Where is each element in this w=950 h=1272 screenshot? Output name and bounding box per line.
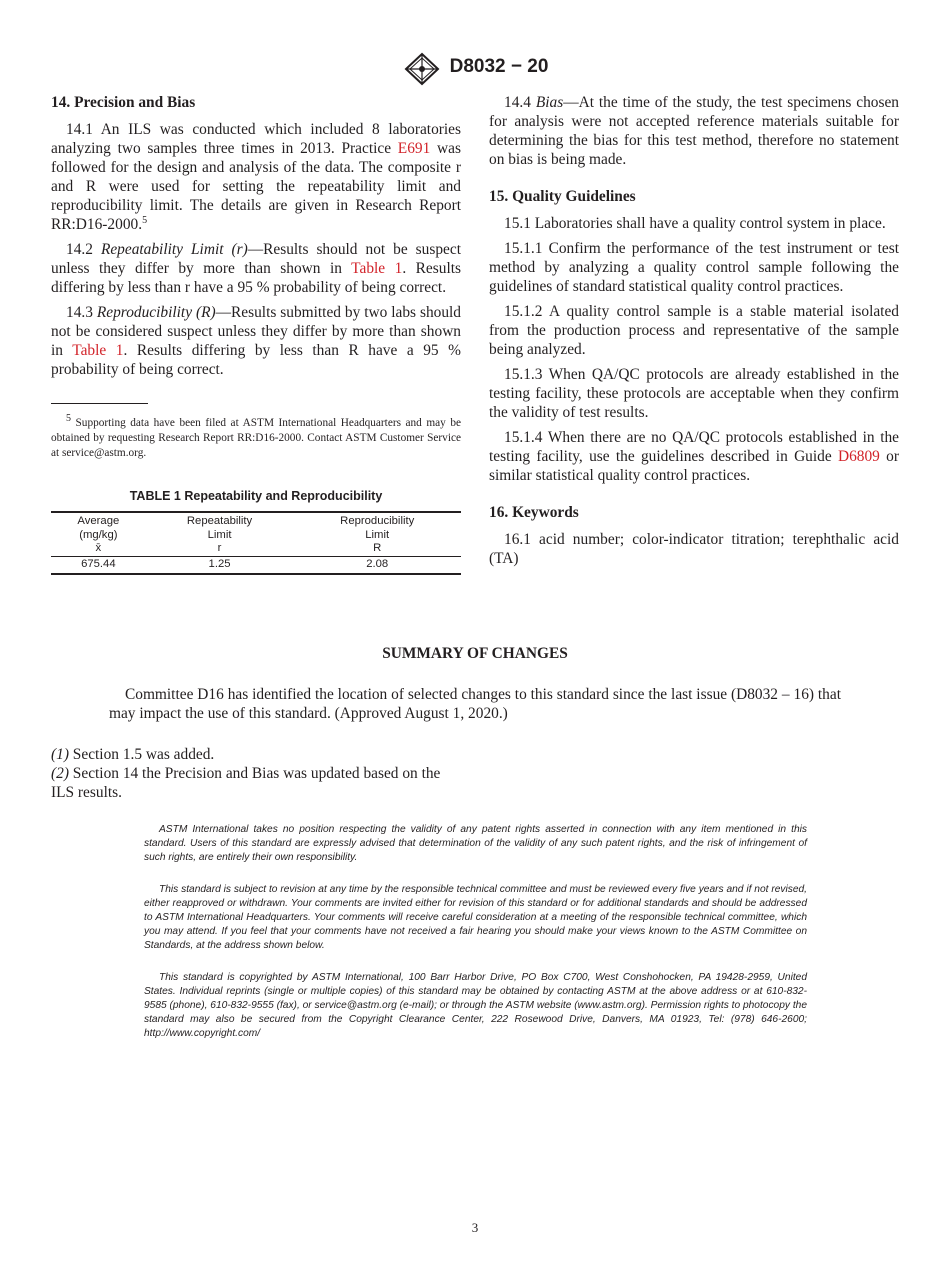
paragraph-15-1-1: 15.1.1 Confirm the performance of the test instrument or test method by analyzing a quality control sample following the guidelines of standard statistical quality control practices. bbox=[489, 240, 899, 295]
table-1-title: TABLE 1 Repeatability and Reproducibility bbox=[129, 489, 383, 503]
table-1 bbox=[51, 511, 461, 575]
link-table-1[interactable]: Table 1 bbox=[351, 260, 403, 277]
table-header-average: Average (mg/kg) x̄ bbox=[51, 512, 146, 556]
paragraph-15-1-3: 15.1.3 When QA/QC protocols are already established in the testing facility, these protocols are acceptable when they confirm the validity of test results. bbox=[489, 366, 899, 421]
astm-logo-icon bbox=[402, 52, 442, 86]
page-number: 3 bbox=[471, 1220, 479, 1235]
link-e691[interactable]: E691 bbox=[397, 140, 431, 157]
right-column bbox=[489, 93, 899, 574]
footnote-divider bbox=[51, 403, 148, 404]
paragraph-14-3: 14.3 Reproducibility (R)—Results submitted by two labs should not be considered suspect unless they differ by more than shown in Table 1. Results differing by less than R have a 95 % probability of being correct. bbox=[51, 304, 461, 378]
paragraph-15-1-4: 15.1.4 When there are no QA/QC protocols established in the testing facility, use the guidelines described in Guide D6809 or similar statistical quality control practices. bbox=[489, 429, 900, 484]
notice-revision: This standard is subject to revision at any time by the responsible technical committee and must be reviewed every five years and if not revised, either reapproved or withdrawn. Your comments are invited either for revision of this standard or for additional standards and should be addressed to ASTM International Headquarters. Your comments will receive careful consideration at a meeting of the responsible technical committee, which you may attend. If you feel that your comments have not received a fair hearing you should make your views known to the ASTM Committee on Standards, at the address shown below. bbox=[144, 884, 807, 951]
notice-patent: ASTM International takes no position respecting the validity of any patent rights asserted in connection with any item mentioned in this standard. Users of this standard are expressly advised that determination of the validity of any such patent rights, and the risk of infringement of such rights, are entirely their own responsibility. bbox=[144, 824, 807, 863]
link-table-1[interactable]: Table 1 bbox=[72, 342, 124, 359]
document-id: D8032 − 20 bbox=[449, 56, 549, 77]
notice-copyright: This standard is copyrighted by ASTM International, 100 Barr Harbor Drive, PO Box C700, West Conshohocken, PA 19428-2959, United States. Individual reprints (single or multiple copies) of this standard may be obtained by contacting ASTM at the above address or at 610-832-9585 (phone), 610-832-9555 (fax), or service@astm.org (e-mail); or through the ASTM website (www.astm.org). Permission rights to photocopy the standard may also be secured from the Copyright Clearance Center, 222 Rosewood Drive, Danvers, MA 01923, Tel: (978) 646-2600; http://www.copyright.com/ bbox=[144, 972, 807, 1039]
paragraph-16-1: 16.1 acid number; color-indicator titration; terephthalic acid (TA) bbox=[489, 531, 899, 567]
legal-notices bbox=[144, 823, 807, 1059]
table-cell-repeatability: 1.25 bbox=[146, 556, 294, 574]
summary-of-changes bbox=[51, 645, 899, 802]
paragraph-14-4: 14.4 Bias—At the time of the study, the test specimens chosen for analysis were not accepted reference materials suitable for determining the bias for this test method, therefore no statement on bias is being made. bbox=[489, 94, 899, 168]
list-item: (1) Section 1.5 was added. bbox=[51, 746, 215, 763]
link-d6809[interactable]: D6809 bbox=[837, 448, 880, 465]
page-header bbox=[0, 52, 950, 86]
paragraph-14-1: 14.1 An ILS was conducted which included 8 laboratories analyzing two samples three times in 2013. Practice E691 was followed for the design and analysis of the data. The composite r and R were used for setting the repeatability limit and reproducibility limit. The details are given in Research Report RR:D16-2000.$^5$ bbox=[51, 121, 461, 233]
paragraph-15-1: 15.1 Laboratories shall have a quality control system in place. bbox=[504, 215, 886, 232]
section-14-heading: 14. Precision and Bias bbox=[51, 94, 196, 111]
table-cell-average: 675.44 bbox=[51, 556, 146, 574]
table-header-repeatability: Repeatability Limit r bbox=[146, 512, 294, 556]
section-16-heading: 16. Keywords bbox=[489, 504, 579, 521]
footnote-5: $^5$ Supporting data have been filed at ASTM International Headquarters and may be obtained by requesting Research Report RR:D16-2000. Contact ASTM Customer Service at service@astm.org. bbox=[51, 413, 461, 459]
summary-title: SUMMARY OF CHANGES bbox=[382, 645, 568, 662]
paragraph-14-2: 14.2 Repeatability Limit (r)—Results should not be suspect unless they differ by more than shown in Table 1. Results differing by less than r have a 95 % probability of being correct. bbox=[51, 241, 461, 296]
table-cell-reproducibility: 2.08 bbox=[293, 556, 461, 574]
left-column bbox=[51, 93, 461, 575]
table-row bbox=[51, 556, 461, 574]
list-item: (2) Section 14 the Precision and Bias was updated based on the ILS results. bbox=[51, 765, 441, 801]
summary-intro: Committee D16 has identified the location of selected changes to this standard since the last issue (D8032 – 16) that may impact the use of this standard. (Approved August 1, 2020.) bbox=[109, 686, 841, 722]
footnote-ref-5[interactable]: 5 bbox=[142, 214, 148, 226]
paragraph-15-1-2: 15.1.2 A quality control sample is a stable material isolated from the production process and representative of the sample being analyzed. bbox=[489, 303, 899, 358]
table-header-reproducibility: Reproducibility Limit R bbox=[293, 512, 461, 556]
section-15-heading: 15. Quality Guidelines bbox=[489, 188, 636, 205]
changes-list bbox=[51, 745, 461, 802]
